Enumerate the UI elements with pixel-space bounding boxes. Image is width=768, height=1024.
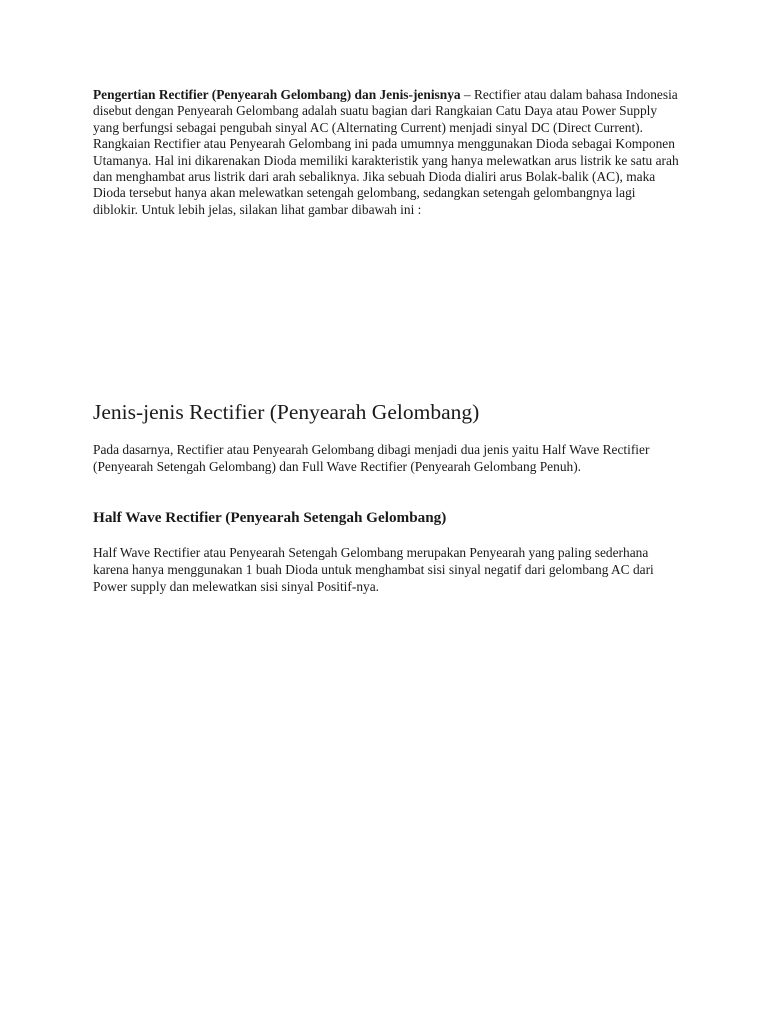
intro-paragraph bbox=[93, 87, 683, 218]
section-paragraph: Pada dasarnya, Rectifier atau Penyearah Gelombang dibagi menjadi dua jenis yaitu Half Wave Rectifier (Penyearah Setengah Gelombang) dan Full Wave Rectifier (Penyearah Gelombang Penuh). bbox=[93, 442, 650, 474]
intro-body-text: – Rectifier atau dalam bahasa Indonesia disebut dengan Penyearah Gelombang adalah suatu bagian dari Rangkaian Catu Daya atau Power Supply yang berfungsi sebagai pengubah sinyal AC (Alternating Current) menjadi sinyal DC (Direct Current). Rangkaian Rectifier atau Penyearah Gelombang ini pada umumnya menggunakan Dioda sebagai Komponen Utamanya. Hal ini dikarenakan Dioda memiliki karakteristik yang hanya melewatkan arus listrik ke satu arah dan menghambat arus listrik dari arah sebaliknya. Jika sebuah Dioda dialiri arus Bolak-balik (AC), maka Dioda tersebut hanya akan melewatkan setengah gelombang, sedangkan setengah gelombangnya lagi diblokir. Untuk lebih jelas, silakan lihat gambar dibawah ini : bbox=[93, 87, 679, 217]
intro-lead-text: Pengertian Rectifier (Penyearah Gelombang) dan Jenis-jenisnya bbox=[93, 87, 461, 102]
subsection-paragraph: Half Wave Rectifier atau Penyearah Setengah Gelombang merupakan Penyearah yang paling sederhana karena hanya menggunakan 1 buah Dioda untuk menghambat sisi sinyal negatif dari gelombang AC dari Power supply dan melewatkan sisi sinyal Positif-nya. bbox=[93, 545, 654, 594]
subsection-heading: Half Wave Rectifier (Penyearah Setengah Gelombang) bbox=[93, 509, 447, 526]
section-heading: Jenis-jenis Rectifier (Penyearah Gelombang) bbox=[93, 400, 480, 424]
